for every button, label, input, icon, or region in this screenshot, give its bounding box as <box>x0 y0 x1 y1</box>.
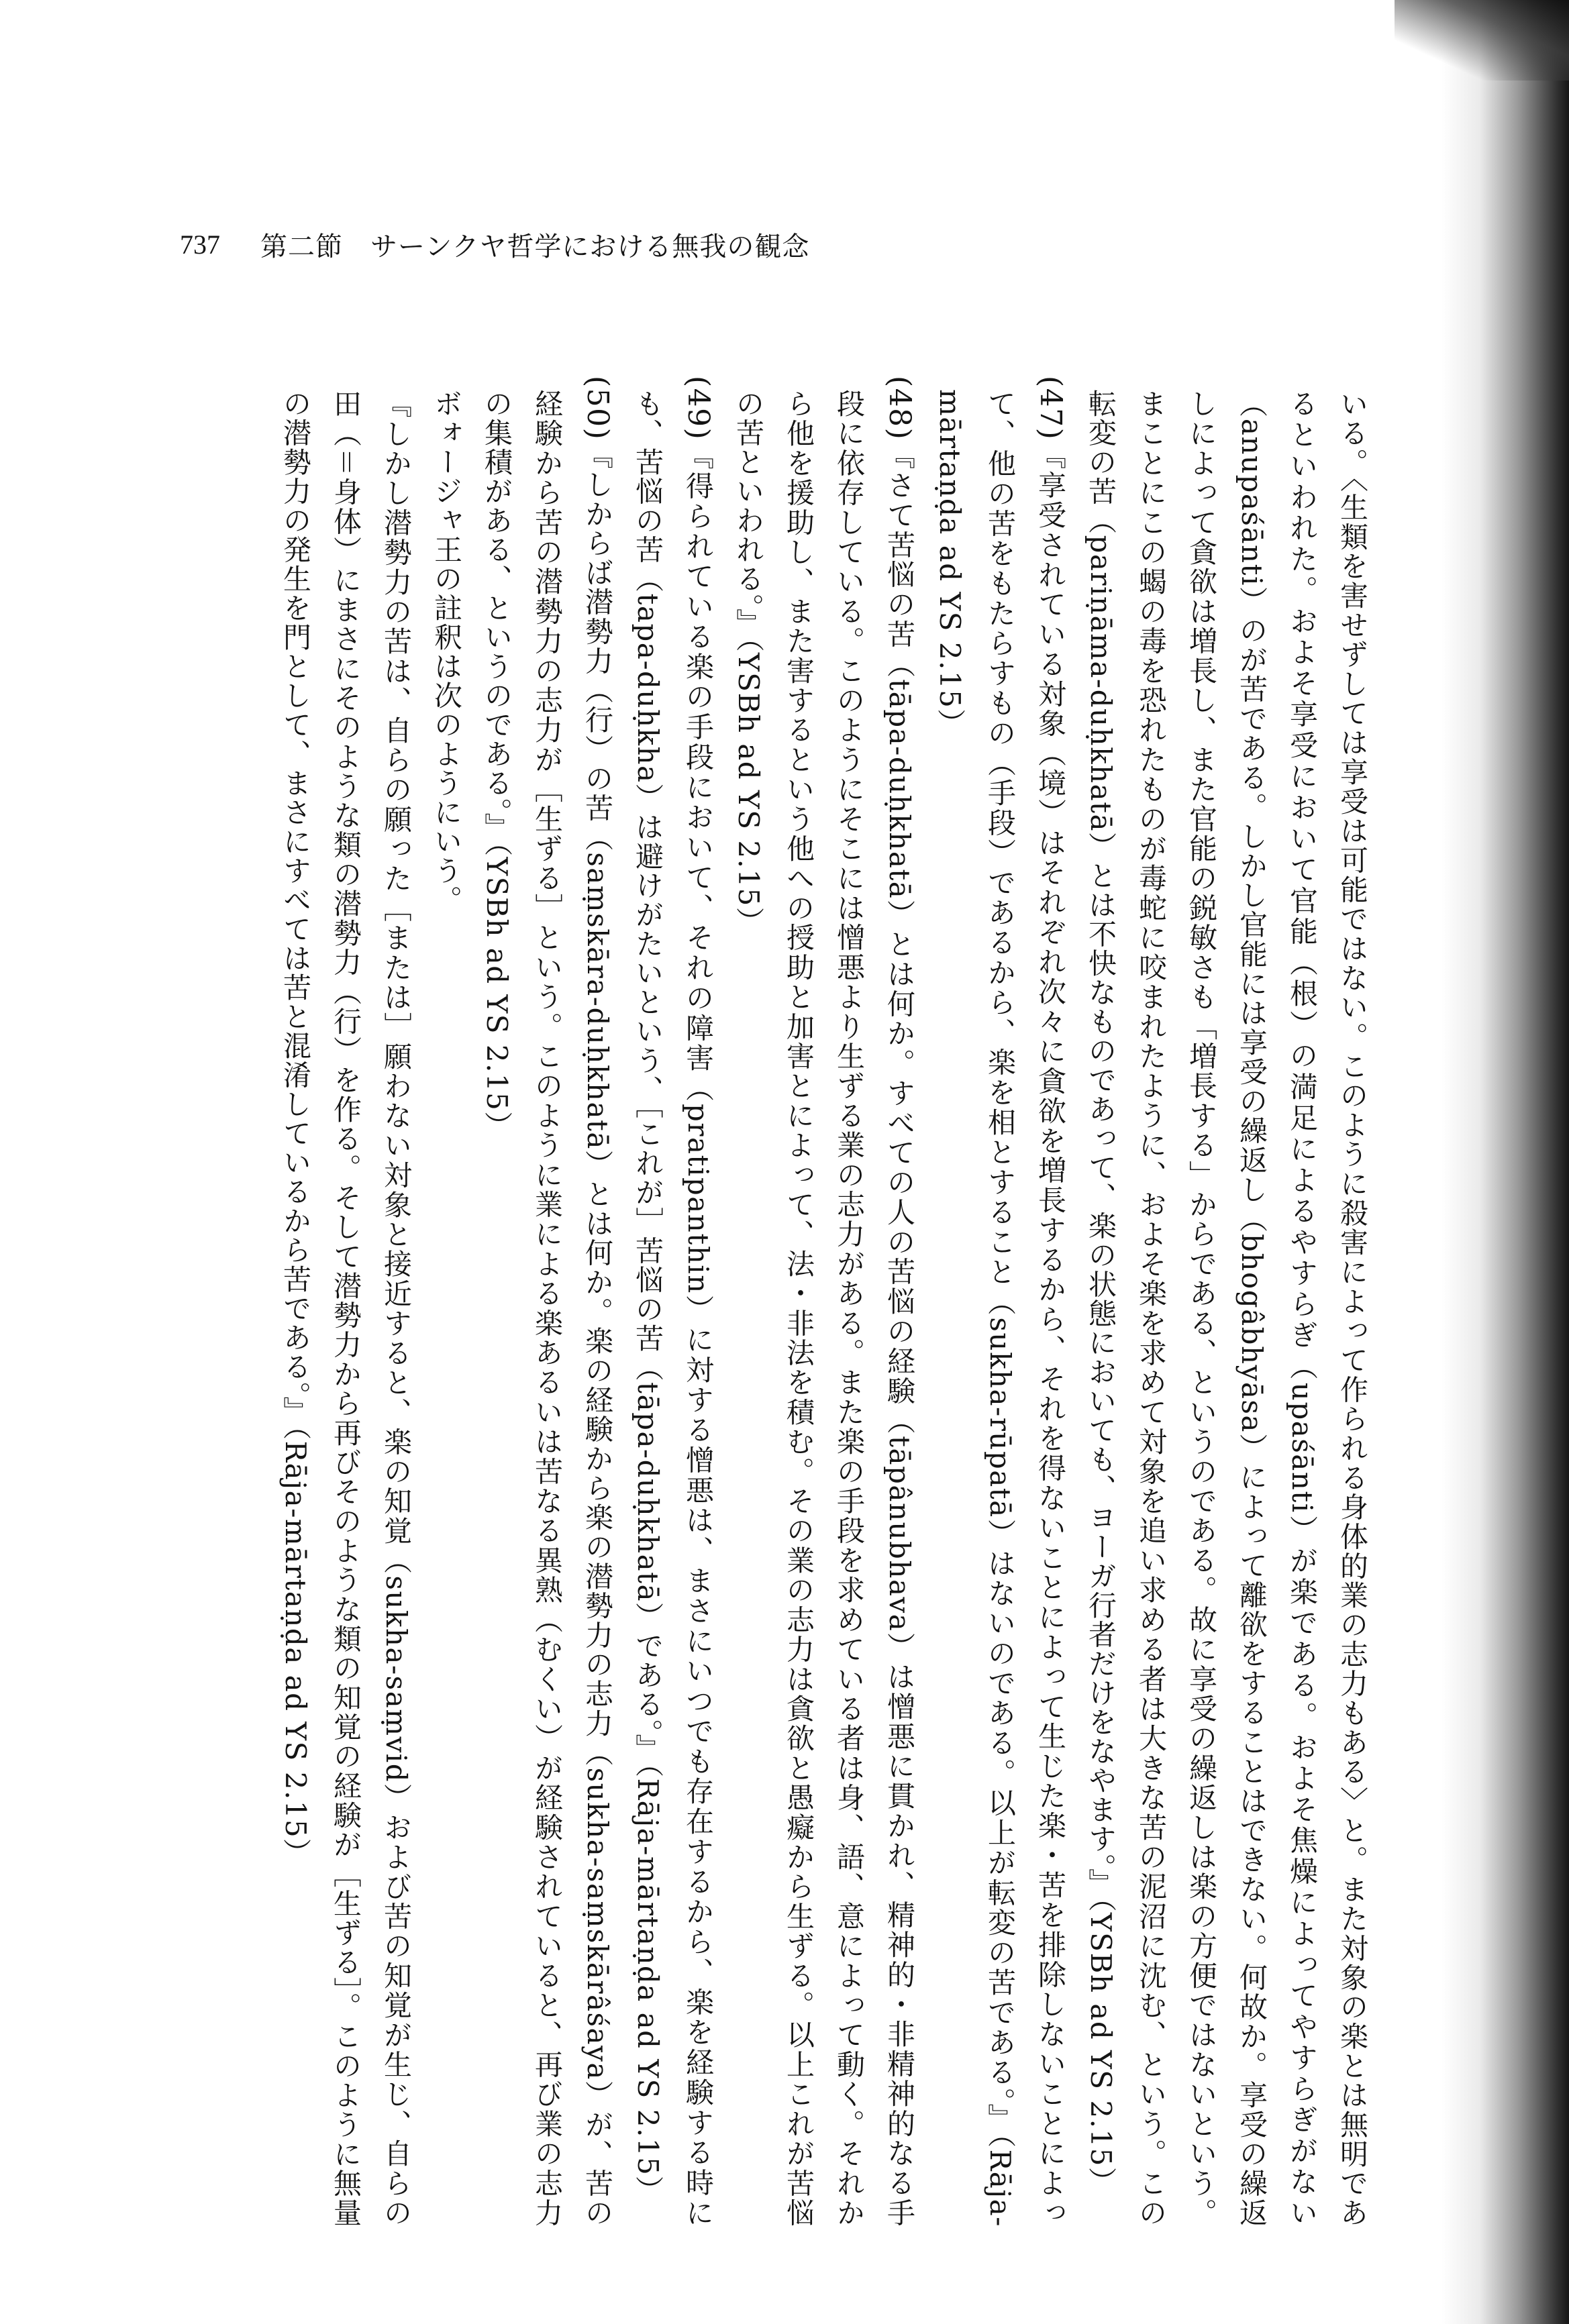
note-50 <box>472 376 623 2227</box>
note-47 <box>925 376 1076 2227</box>
note-label: (49) <box>681 376 715 441</box>
continuation-text: いる。〈生類を害せずしては享受は可能ではない。このように殺害によって作られる身体的業の志力もある〉と。また対象の楽とは無明であるといわれた。およそ享受において官能（根）の満足によるやすらぎ（upaśānti）が楽である。およそ焦燥によってやすらぎがない（anupaśānti）のが苦である。しかし官能には享受の繰返し（bhogâbhyāsa）によって離欲をすることはできない。何故か。享受の繰返しによって貪欲は増長し、また官能の鋭敏さも「増長する」からである、というのである。故に享受の繰返しは楽の方便ではないという。まことにこの蝎の毒を恐れたものが毒蛇に咬まれたように、およそ楽を求めて対象を追い求める者は大きな苦の泥沼に沈む、という。この転変の苦（pariṇāma-duḥkhatā）とは不快なものであって、楽の状態においても、ヨーガ行者だけをなやます。』（YSBh ad YS 2.15） <box>1084 389 1369 2228</box>
note-text: 『享受されている対象（境）はそれぞれ次々に貪欲を増長するから、それを得ないことによって生じた楽・苦を排除しないことによって、他の苦をもたらすもの（手段）であるから、楽を相とすること（sukha-rūpatā）はないのである。以上が転変の苦である。』（Rāja-mārtaṇḍa ad YS 2.15） <box>933 389 1067 2227</box>
vertical-body-text <box>170 376 1378 2228</box>
commentary-paragraph <box>270 389 421 2227</box>
commentary-intro <box>421 389 472 2227</box>
note-label: (50) <box>580 376 615 441</box>
section-title: 第二節 サーンクヤ哲学における無我の観念 <box>260 231 810 262</box>
note-49 <box>623 376 723 2227</box>
commentary-text: 『しかし潜勢力の苦は、自らの願った［または］願わない対象と接近すると、楽の知覚（sukha-saṃvid）および苦の知覚が生じ、自らの田（＝身体）にまさにそのような類の潜勢力（行）を作る。そして潜勢力から再びそのような類の知覚の経験が［生ずる］。このように無量の潜勢力の発生を門として、まさにすべては苦と混淆しているから苦である。』（Rāja-mārtaṇḍa ad YS 2.15） <box>279 389 413 2228</box>
scan-edge-shadow <box>1441 0 1569 2324</box>
note-text: 『しからば潜勢力（行）の苦（saṃskāra-duḥkhatā）とは何か。楽の経験から楽の潜勢力の志力（sukha-saṃskārâśaya）が、苦の経験から苦の潜勢力の志力が［生ずる］という。このように業による楽あるいは苦なる異熟（むくい）が経験されていると、再び業の志力の集積がある、というのである。』（YSBh ad YS 2.15） <box>480 389 614 2227</box>
note-label: (47) <box>1033 376 1068 441</box>
scan-corner-shadow <box>1395 0 1569 81</box>
note-text: 『得られている楽の手段において、それの障害（pratipanthin）に対する憎悪は、まさにいつでも存在するから、楽を経験する時にも、苦悩の苦（tapa-duḥkha）は避けがたいという、［これが］苦悩の苦（tāpa-duḥkhatā）である。』（Rāja-mārtaṇḍa ad YS 2.15） <box>631 389 715 2227</box>
commentary-intro-text: ボォージャ王の註釈は次のようにいう。 <box>430 389 463 914</box>
note-label: (48) <box>882 376 917 441</box>
continuation-paragraph <box>1076 389 1378 2227</box>
running-header <box>180 224 809 264</box>
note-text: 『さて苦悩の苦（tāpa-duḥkhatā）とは何か。すべての人の苦悩の経験（tāpânubhava）は憎悪に貫かれ、精神的・非精神的なる手段に依存している。このようにそこには憎悪より生ずる業の志力がある。また楽の手段を求めている者は身、語、意によって動く。それから他を援助し、また害するという他への授助と加害とによって、法・非法を積む。その業の志力は貪欲と愚癡から生ずる。以上これが苦悩の苦といわれる。』（YSBh ad YS 2.15） <box>732 389 916 2228</box>
note-48 <box>723 376 925 2228</box>
page-number: 737 <box>180 229 220 260</box>
